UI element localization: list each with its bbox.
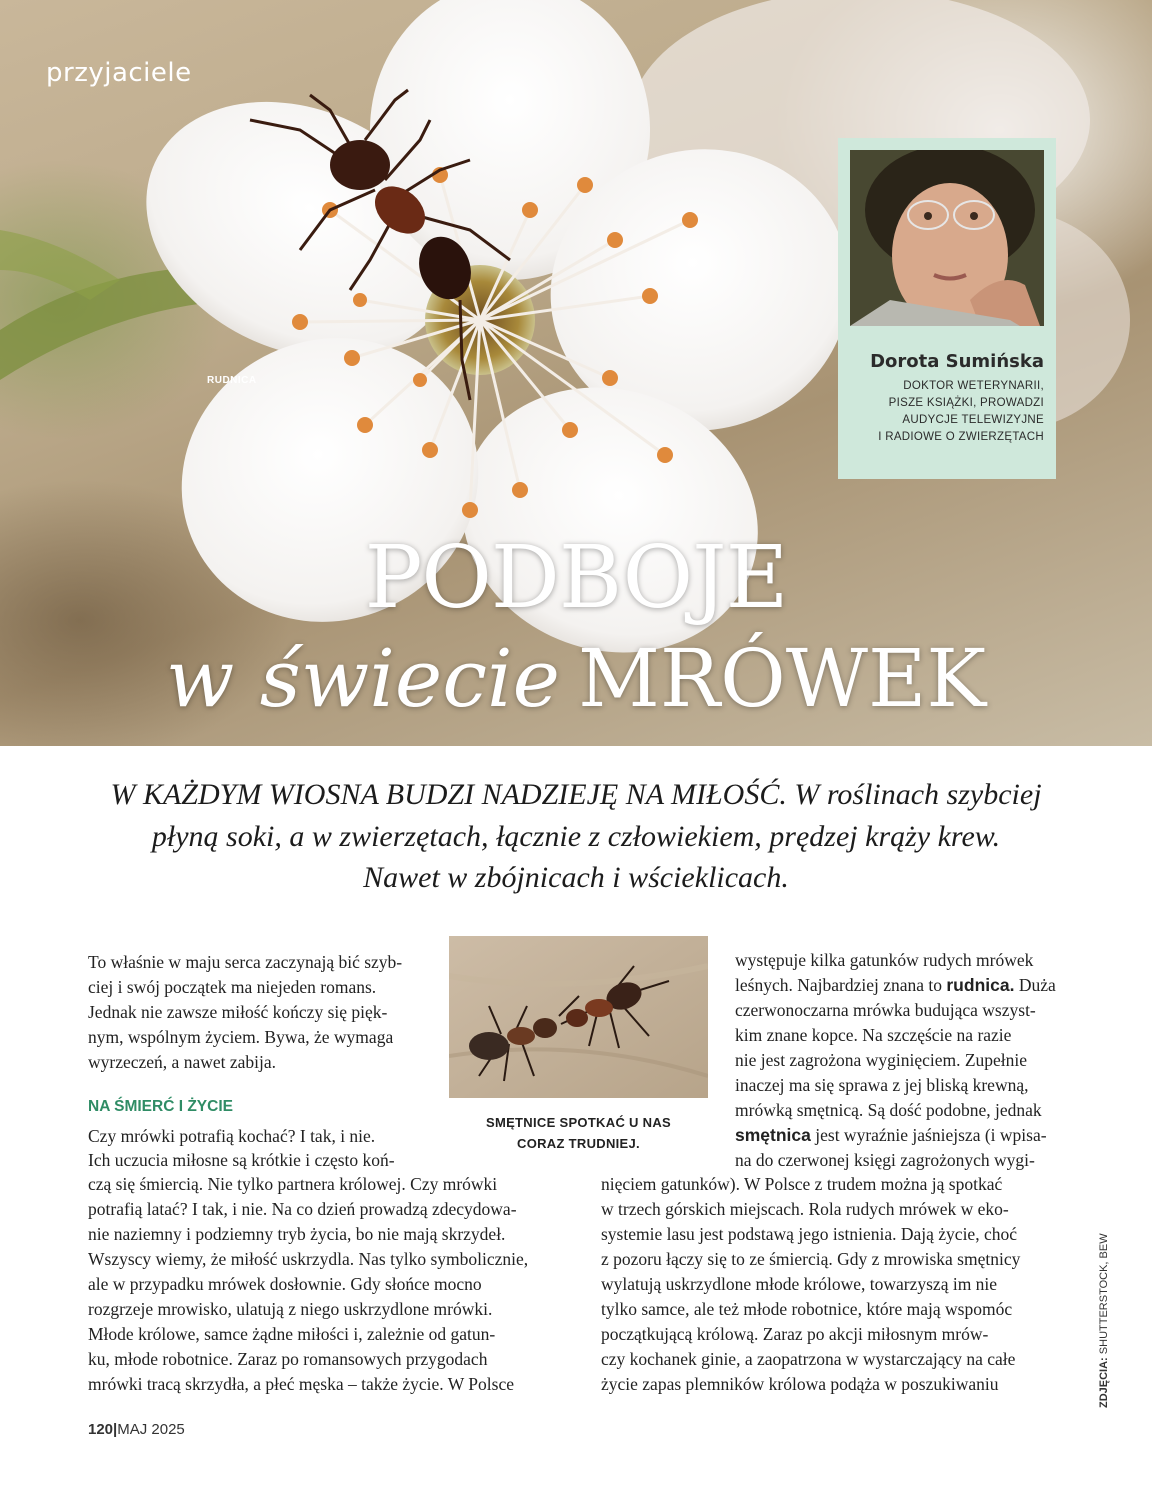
body-line: czą się śmiercią. Nie tylko partnera królowej. Czy mrówki [88,1174,498,1194]
author-desc-line: PISZE KSIĄŻKI, PROWADZI [888,397,1044,409]
image-caption-line: SMĘTNICE SPOTKAĆ U NAS [485,1115,671,1130]
body-line: początkującą królową. Zaraz po akcji miłosnym mrów- [601,1324,989,1344]
article-title-caps: MRÓWEK [577,632,987,725]
body-line: rozgrzeje mrowisko, ulatują z niego uskrzydlone mrówki. [88,1299,493,1319]
body-line: Jednak nie zawsze miłość kończy się pięk- [88,1002,388,1022]
lead-line: płyną soki, a w zwierzętach, łącznie z człowiekiem, prędzej krąży krew. [151,820,1001,853]
body-line: Ich uczucia miłosne są krótkie i często koń- [88,1150,395,1170]
image-caption-line: CORAZ TRUDNIEJ. [517,1136,640,1151]
issue-date: MAJ 2025 [117,1421,185,1438]
folio-separator: | [113,1421,118,1438]
body-line: inaczej ma się sprawa z jej bliską krewną, [735,1075,1029,1095]
body-text: leśnych. Najbardziej znana to [735,975,942,995]
lead-line: W KAŻDYM WIOSNA BUDZI NADZIEJĘ NA MIŁOŚĆ. W roślinach szybciej [110,778,1042,811]
author-desc-line: DOKTOR WETERYNARII, [903,380,1044,392]
species-rudnica: rudnica. [946,975,1015,995]
article-title-italic: w świecie [165,632,560,725]
body-line: To właśnie w maju serca zaczynają bić szyb- [88,952,403,972]
body-line: potrafią latać? I tak, i nie. Na co dzień prowadzą zdecydowa- [88,1199,517,1219]
ants-photo [449,936,708,1098]
author-card [838,138,1056,479]
subheading: NA ŚMIERĆ I ŻYCIE [88,1098,233,1115]
hero-photo [0,0,1152,746]
body-line: nie naziemny i podziemny tryb życia, bo nie mają skrzydeł. [88,1224,506,1244]
page-folio [88,1421,185,1438]
body-text: Duża [1018,975,1056,995]
body-line: w trzech górskich miejscach. Rola rudych mrówek w eko- [601,1199,1009,1219]
body-line: czerwonoczarna mrówka budująca wszyst- [735,1000,1036,1020]
body-text: jest wyraźnie jaśniejsza (i wpisa- [815,1125,1047,1145]
body-line [735,1123,1047,1147]
author-name: Dorota Sumińska [870,351,1044,372]
body-line: systemie lasu jest podstawą jego istnienia. Dają życie, choć [601,1224,1017,1244]
species-smetnica: smętnica [735,1125,811,1145]
body-line: Młode królowe, samce żądne miłości i, zależnie od gatun- [88,1324,496,1344]
body-line: Wszyscy wiemy, że miłość uskrzydla. Nas tylko symbolicznie, [88,1249,529,1269]
body-line: wylatują uskrzydlone młode królowe, towarzyszą im nie [601,1274,998,1294]
body-line: Czy mrówki potrafią kochać? I tak, i nie. [88,1126,376,1146]
body-line [735,973,1056,997]
body-line: wyrzeczeń, a nawet zabija. [88,1052,277,1072]
article-title-line2 [0,632,1152,725]
body-line: ciej i swój początek ma niejeden romans. [88,977,377,997]
body-line: kim znane kopce. Na szczęście na razie [735,1025,1012,1045]
photo-credit [1098,1228,1112,1408]
page-number: 120 [88,1421,114,1438]
body-line: mrówką smętnicą. Są dość podobne, jednak [735,1100,1042,1120]
photo-caption: RUDNICA [207,375,257,386]
article-title-line1: PODBOJE [364,528,788,628]
body-line: tylko samce, ale też młode robotnice, które mają wspomóc [601,1299,1013,1319]
body-line: życie zapas plemników królowa podąża w poszukiwaniu [601,1374,999,1394]
body-line: czy kochanek ginie, a zaopatrzona w wystarczający na całe [601,1349,1016,1369]
author-desc-line: I RADIOWE O ZWIERZĘTACH [878,431,1044,443]
author-desc-line: AUDYCJE TELEWIZYJNE [902,414,1044,426]
body-line: na do czerwonej księgi zagrożonych wygi- [735,1150,1035,1170]
body-line: nie jest zagrożona wyginięciem. Zupełnie [735,1050,1028,1070]
credit-text: SHUTTERSTOCK, BEW [1098,1233,1110,1355]
body-line: nym, wspólnym życiem. Bywa, że wymaga [88,1027,394,1047]
body-line: ku, młode robotnice. Zaraz po romansowych przygodach [88,1349,488,1369]
author-photo [850,150,1044,326]
body-line: nięciem gatunków). W Polsce z trudem można ją spotkać [601,1174,1003,1194]
section-label: przyjaciele [46,58,192,88]
body-line: występuje kilka gatunków rudych mrówek [735,950,1034,970]
credit-label: ZDJĘCIA: [1098,1357,1110,1408]
body-line: ale w przypadku mrówek dosłownie. Gdy słońce mocno [88,1274,482,1294]
body-line: z pozoru łączy się to ze śmiercią. Gdy z mrowiska smętnicy [601,1249,1021,1269]
lead-line: Nawet w zbójnicach i wścieklicach. [363,861,789,894]
author-description [838,378,1044,446]
body-line: mrówki tracą skrzydła, a płeć męska – także życie. W Polsce [88,1374,514,1394]
